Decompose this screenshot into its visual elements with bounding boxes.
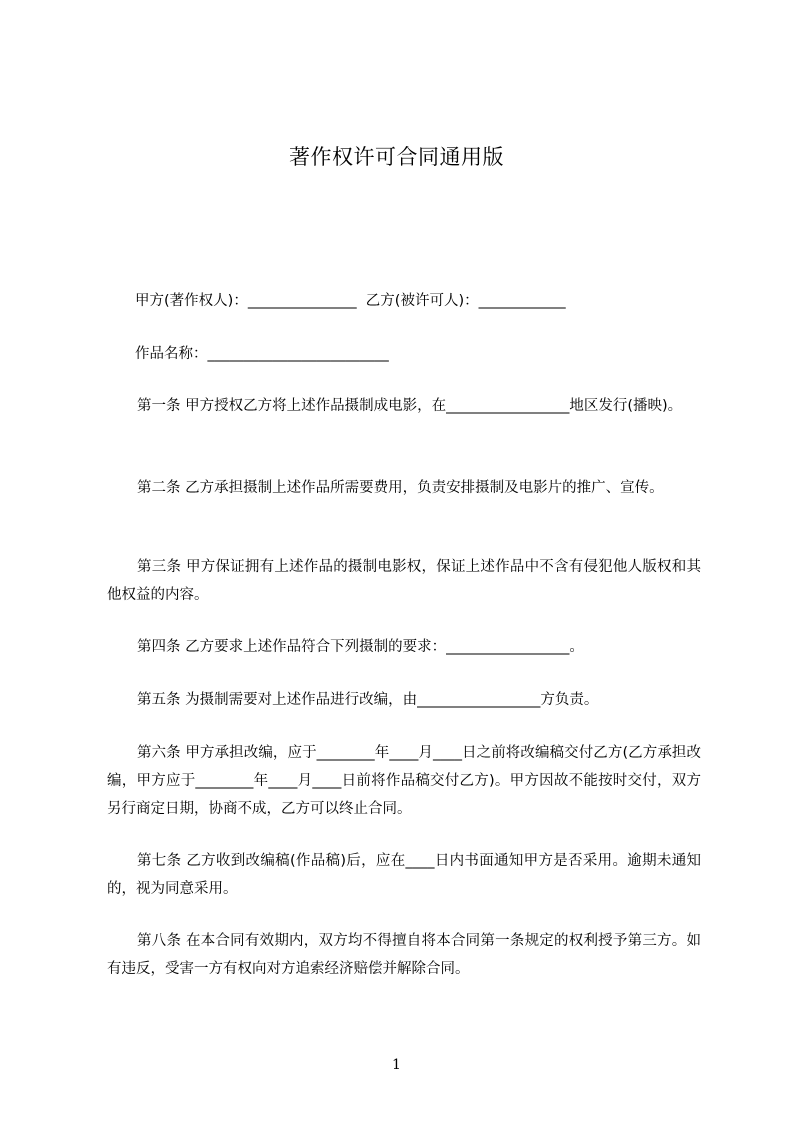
page-number: 1: [392, 1057, 401, 1073]
party-line: 甲方(著作权人)：_______________ 乙方(被许可人)：____________: [135, 293, 566, 309]
work-name-line: 作品名称：_________________________: [135, 346, 389, 362]
clause-5: 第五条 为摄制需要对上述作品进行改编，由_________________方负责。: [137, 692, 599, 708]
clause-3: 第三条 甲方保证拥有上述作品的摄制电影权，保证上述作品中不含有侵犯他人版权和其他权益的内容。: [107, 559, 701, 603]
clause-6: 第六条 甲方承担改编，应于________年____月____日之前将改编稿交付乙方(乙方承担改编，甲方应于________年____月____日前将作品稿交付乙方)。甲方因故不能按时交付，双方另行商定日期，协商不成，乙方可以终止合同。: [107, 745, 701, 817]
document-title: 著作权许可合同通用版: [289, 145, 504, 169]
clause-1: 第一条 甲方授权乙方将上述作品摄制成电影，在_________________地区发行(播映)。: [137, 398, 683, 414]
clause-7: 第七条 乙方收到改编稿(作品稿)后，应在____日内书面通知甲方是否采用。逾期未通知的，视为同意采用。: [107, 853, 701, 897]
clause-2: 第二条 乙方承担摄制上述作品所需要费用，负责安排摄制及电影片的推广、宣传。: [137, 480, 664, 496]
clause-4: 第四条 乙方要求上述作品符合下列摄制的要求：_________________。: [137, 639, 584, 655]
clause-8: 第八条 在本合同有效期内，双方均不得擅自将本合同第一条规定的权利授予第三方。如有违反，受害一方有权向对方追索经济赔偿并解除合同。: [107, 933, 701, 977]
